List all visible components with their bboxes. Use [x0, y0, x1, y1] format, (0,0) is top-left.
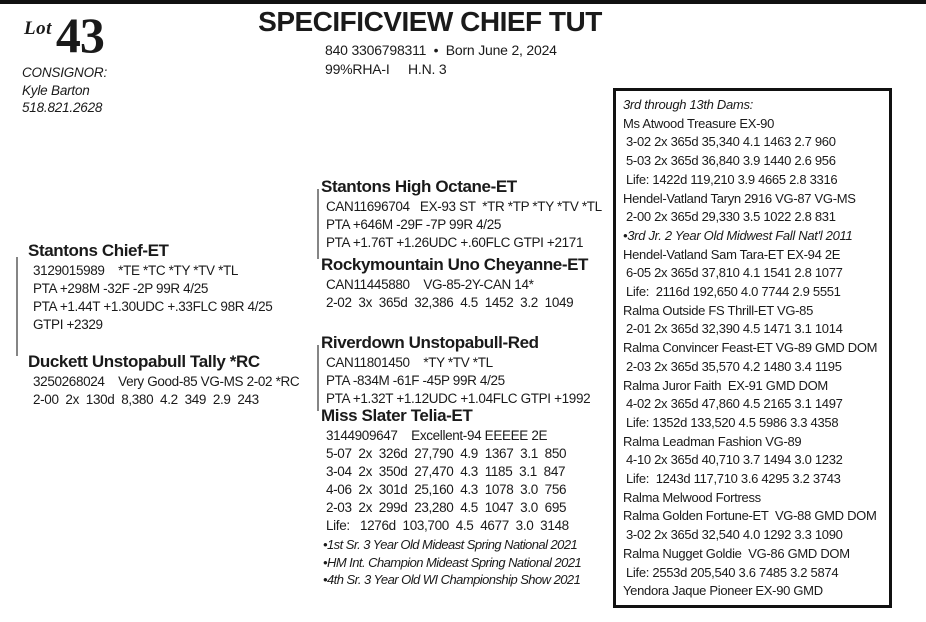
sire-dam-name: Rockymountain Uno Cheyanne-ET [321, 255, 589, 274]
ped-line: 3-04 2x 350d 27,470 4.3 1185 3.1 847 [326, 464, 566, 479]
dam-name: Yendora Jaque Pioneer EX-90 GMD [623, 583, 823, 599]
dam-record: Life: 2116d 192,650 4.0 7744 2.9 5551 [626, 284, 841, 300]
pedigree-bracket-dam-sire [317, 345, 319, 411]
pedigree-bracket-sire-sire [317, 189, 319, 259]
consignor-block [22, 64, 107, 117]
dam-record: 2-01 2x 365d 32,390 4.5 1471 3.1 1014 [626, 321, 843, 337]
dam-name: Ralma Nugget Goldie VG-86 GMD DOM [623, 545, 850, 561]
ped-line: 2-00 2x 130d 8,380 4.2 349 2.9 243 [33, 392, 259, 407]
lot-number: 43 [55, 7, 104, 63]
section-sire-dam [321, 255, 588, 312]
section-sire-sire [321, 177, 602, 252]
ped-line: PTA -834M -61F -45P 99R 4/25 [326, 373, 505, 388]
dam-name: Ralma Leadman Fashion VG-89 [623, 433, 802, 449]
sire-sire-name: Stantons High Octane-ET [321, 177, 517, 196]
dam-record: 5-03 2x 365d 36,840 3.9 1440 2.6 956 [626, 153, 836, 169]
dam-record: 4-10 2x 365d 40,710 3.7 1494 3.0 1232 [626, 452, 843, 468]
ped-line: CAN11696704 EX-93 ST *TR *TP *TY *TV *TL [326, 199, 602, 214]
dam-name: Ms Atwood Treasure EX-90 [623, 115, 775, 131]
ped-line: PTA +1.32T +1.12UDC +1.04FLC GTPI +1992 [326, 391, 591, 406]
registration-line: 840 3306798311 • Born June 2, 2024 [325, 42, 557, 58]
dam-record: Life: 1243d 117,710 3.6 4295 3.2 3743 [626, 471, 841, 487]
ped-line: PTA +1.44T +1.30UDC +.33FLC 98R 4/25 [33, 299, 273, 314]
dam-name: Ralma Outside FS Thrill-ET VG-85 [623, 302, 814, 318]
dam-name: Hendel-Vatland Taryn 2916 VG-87 VG-MS [623, 190, 856, 206]
pedigree-bracket-sire [16, 257, 18, 356]
dam-name: Ralma Juror Faith EX-91 GMD DOM [623, 377, 828, 393]
dam-dam-name: Miss Slater Telia-ET [321, 406, 473, 425]
consignor-name: Kyle Barton [22, 82, 90, 98]
sire-data [28, 262, 272, 334]
ped-line: 3129015989 *TE *TC *TY *TV *TL [33, 263, 239, 278]
ped-line: 3144909647 Excellent-94 EEEEE 2E [326, 428, 548, 443]
dam-name: Ralma Melwood Fortress [623, 489, 761, 505]
dam-record: 4-02 2x 365d 47,860 4.5 2165 3.1 1497 [626, 396, 843, 412]
ped-line: Life: 1276d 103,700 4.5 4677 3.0 3148 [326, 518, 569, 533]
dam-record: Life: 1422d 119,210 3.9 4665 2.8 3316 [626, 171, 838, 187]
rha-line: 99%RHA-I H.N. 3 [325, 61, 447, 77]
section-dam-dam [321, 406, 581, 589]
lot-label: Lot [24, 18, 52, 39]
lot-block [24, 6, 104, 64]
dam-record: Life: 1352d 133,520 4.5 5986 3.3 4358 [626, 414, 839, 430]
dam-record: 2-00 2x 365d 29,330 3.5 1022 2.8 831 [626, 209, 836, 225]
award-line: •1st Sr. 3 Year Old Mideast Spring National 2021 [323, 537, 578, 552]
ped-line: 4-06 2x 301d 25,160 4.3 1078 3.0 756 [326, 482, 567, 497]
ped-line: GTPI +2329 [33, 317, 103, 332]
ped-line: 5-07 2x 326d 27,790 4.9 1367 3.1 850 [326, 446, 567, 461]
section-dam-sire [321, 333, 590, 408]
ped-line: 3250268024 Very Good-85 VG-MS 2-02 *RC [33, 374, 300, 389]
section-sire [28, 241, 272, 334]
dam-record: 2-03 2x 365d 35,570 4.2 1480 3.4 1195 [626, 358, 842, 374]
ped-line: 2-02 3x 365d 32,386 4.5 1452 3.2 1049 [326, 295, 574, 310]
dam-record: 3-02 2x 365d 32,540 4.0 1292 3.3 1090 [626, 527, 843, 543]
award-line: •HM Int. Champion Mideast Spring National 2021 [323, 554, 582, 570]
dam-name: Ralma Convincer Feast-ET VG-89 GMD DOM [623, 340, 878, 356]
ped-line: CAN11801450 *TY *TV *TL [326, 355, 493, 370]
dam-record: Life: 2553d 205,540 3.6 7485 3.2 5874 [626, 564, 839, 580]
page-title: SPECIFICVIEW CHIEF TUT [258, 6, 602, 37]
ped-line: PTA +298M -32F -2P 99R 4/25 [33, 281, 209, 296]
dam-sire-data [321, 354, 590, 408]
dam-sire-name: Riverdown Unstopabull-Red [321, 333, 539, 352]
dam-award: •3rd Jr. 2 Year Old Midwest Fall Nat'l 2011 [623, 227, 853, 243]
dam-record: 6-05 2x 365d 37,810 4.1 1541 2.8 1077 [626, 265, 843, 281]
award-line: •4th Sr. 3 Year Old WI Championship Show 2021 [323, 572, 581, 587]
dams-box-heading: 3rd through 13th Dams: [623, 97, 753, 112]
consignor-label: CONSIGNOR: [22, 65, 108, 80]
dam-data [28, 373, 299, 409]
dam-name: Ralma Golden Fortune-ET VG-88 GMD DOM [623, 508, 877, 524]
dam-dam-data [321, 427, 581, 535]
ped-line: CAN11445880 VG-85-2Y-CAN 14* [326, 277, 534, 292]
dam-dam-awards [321, 536, 581, 589]
dam-name: Duckett Unstopabull Tally *RC [28, 352, 260, 371]
consignor-phone: 518.821.2628 [22, 100, 103, 115]
dams-box [613, 88, 892, 608]
sire-sire-data [321, 198, 602, 252]
sire-dam-data [321, 276, 588, 312]
section-dam [28, 352, 299, 409]
ped-line: PTA +1.76T +1.26UDC +.60FLC GTPI +2171 [326, 235, 584, 250]
dams-list [623, 115, 882, 601]
top-rule [0, 0, 926, 4]
dam-record: 3-02 2x 365d 35,340 4.1 1463 2.7 960 [626, 134, 836, 150]
sire-name: Stantons Chief-ET [28, 241, 169, 260]
ped-line: PTA +646M -29F -7P 99R 4/25 [326, 217, 502, 232]
dam-name: Hendel-Vatland Sam Tara-ET EX-94 2E [623, 246, 841, 262]
ped-line: 2-03 2x 299d 23,280 4.5 1047 3.0 695 [326, 500, 567, 515]
